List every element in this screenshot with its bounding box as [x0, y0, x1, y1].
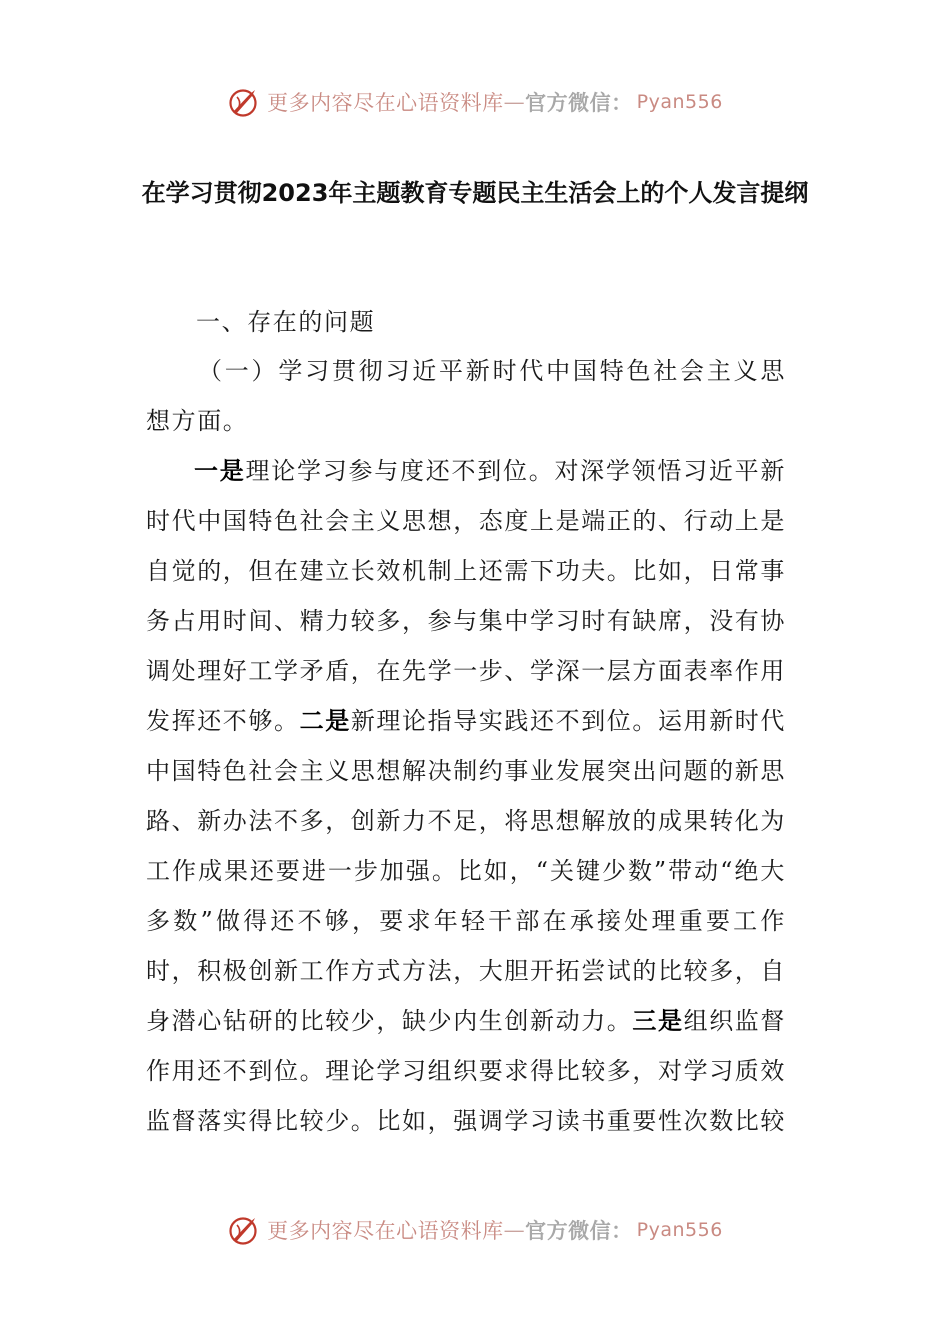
subsection-heading: （一）学习贯彻习近平新时代中国特色社会主义思想方面。 [146, 357, 786, 435]
watermark-footer [0, 1210, 950, 1250]
body-paragraph [146, 446, 786, 1146]
watermark-official-label: 官方微信： [525, 90, 633, 115]
watermark-account: Pyan556 [636, 91, 723, 113]
document-title: 在学习贯彻2023年主题教育专题民主生活会上的个人发言提纲 [141, 179, 809, 207]
point-text-1: 理论学习参与度还不到位。对深学领悟习近平新时代中国特色社会主义思想，态度上是端正的、行动上是自觉的，但在建立长效机制上还需下功夫。比如，日常事务占用时间、精力较多，参与集中学习时有缺席，没有协调处理好工学矛盾，在先学一步、学深一层方面表率作用发挥还不够。 [146, 457, 786, 735]
watermark-brand-text: 更多内容尽在心语资料库 [267, 91, 504, 115]
watermark-dash: — [503, 90, 526, 114]
watermark-dash: — [503, 1218, 526, 1242]
section-heading: 一、存在的问题 [196, 308, 376, 336]
pen-nib-logo-icon [227, 85, 261, 119]
watermark-brand-text: 更多内容尽在心语资料库 [267, 1219, 504, 1243]
point-label-1: 一是 [194, 457, 246, 485]
watermark-official-label: 官方微信： [525, 1218, 633, 1243]
watermark-account: Pyan556 [636, 1219, 723, 1241]
point-label-3: 三是 [632, 1007, 684, 1035]
watermark-header [0, 82, 950, 122]
point-label-2: 二是 [299, 707, 351, 735]
point-text-3: 组织监督作用还不到位。理论学习组织要求得比较多，对学习质效监督落实得比较少。比如，强调学习读书重要性次数比较 [146, 1007, 787, 1135]
point-text-2: 新理论指导实践还不到位。运用新时代中国特色社会主义思想解决制约事业发展突出问题的新思路、新办法不多，创新力不足，将思想解放的成果转化为工作成果还要进一步加强。比如，“关键少数”带动“绝大多数”做得还不够，要求年轻干部在承接处理重要工作时，积极创新工作方式方法，大胆开拓尝试的比较多，自身潜心钻研的比较少，缺少内生创新动力。 [146, 707, 787, 1035]
pen-nib-logo-icon [227, 1213, 261, 1247]
